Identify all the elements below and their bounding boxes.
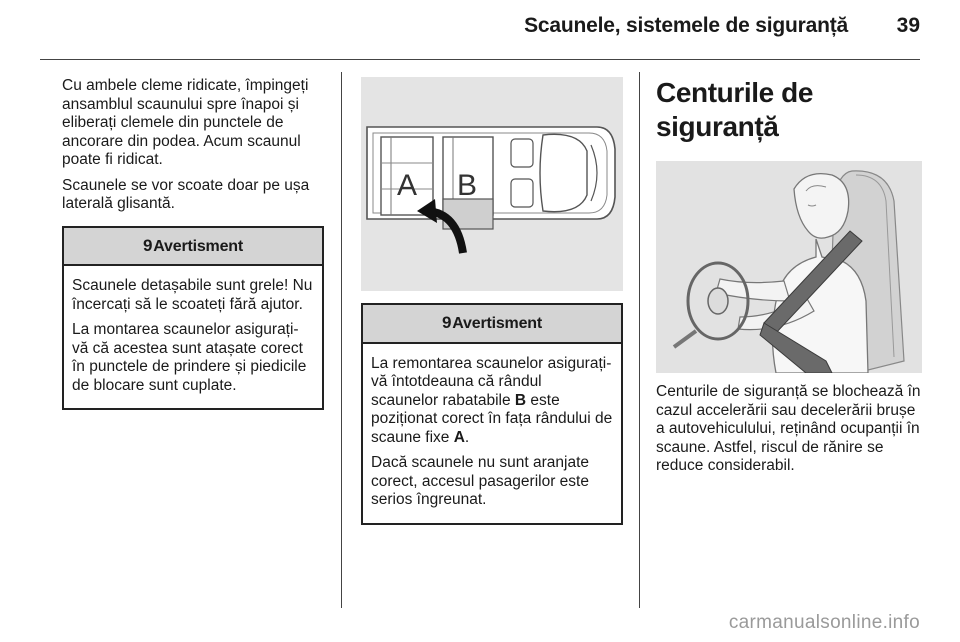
column-2 bbox=[361, 77, 623, 525]
warning-paragraph: Dacă scaunele nu sunt aranjate corect, accesul pasagerilor este serios îngreunat. bbox=[371, 454, 590, 508]
column-1 bbox=[62, 77, 324, 410]
header-divider bbox=[40, 59, 920, 60]
warning-paragraph: Scaunele detașabile sunt grele! Nu încercați să le scoateți fără ajutor. bbox=[72, 277, 313, 313]
watermark: carmanualsonline.info bbox=[728, 612, 920, 633]
warning-box bbox=[361, 303, 623, 525]
warning-title: Avertisment bbox=[153, 237, 243, 255]
section-heading: Centurile de siguranță bbox=[656, 77, 814, 142]
header-title: Scaunele, sistemele de siguranță bbox=[524, 14, 848, 37]
warning-body bbox=[363, 344, 621, 523]
warning-triangle-icon: 9 bbox=[143, 235, 153, 255]
row-b-ref: B bbox=[514, 391, 527, 409]
seat-row-b-label: B bbox=[457, 169, 478, 202]
warning-triangle-icon: 9 bbox=[442, 313, 452, 332]
column-divider-2 bbox=[639, 72, 640, 608]
seatbelt-illustration bbox=[656, 161, 922, 373]
page-number: 39 bbox=[896, 14, 920, 37]
warning-paragraph: La remontarea scaunelor asigurați-vă întotdeauna că rândul scaunelor rabatabile B este poziționat corect în fața rândului de scaune fixe A. bbox=[371, 354, 613, 446]
warning-header bbox=[363, 305, 621, 344]
paragraph: Scaunele se vor scoate doar pe ușa laterală glisantă. bbox=[62, 176, 310, 212]
paragraph: Centurile de siguranță se blochează în cazul accelerării sau decelerării brușe a autovehiculului, reținând ocupanții în scaune. Astfel, riscul de rănire se reduce considerabil. bbox=[656, 383, 921, 474]
warning-body bbox=[64, 266, 322, 408]
seat-layout-diagram bbox=[361, 77, 623, 291]
column-divider-1 bbox=[341, 72, 342, 608]
warning-title: Avertisment bbox=[452, 315, 542, 332]
warning-paragraph: La montarea scaunelor asigurați-vă că acestea sunt atașate corect în punctele de prindere și piedicile de blocare sunt cuplate. bbox=[72, 321, 307, 394]
column-3 bbox=[656, 74, 922, 483]
warning-header bbox=[64, 228, 322, 267]
seat-row-a-label: A bbox=[397, 169, 418, 202]
warning-box bbox=[62, 226, 324, 411]
paragraph: Cu ambele cleme ridicate, împingeți ansamblul scaunului spre înapoi și eliberați clemele din punctele de ancorare din podea. Acum scaunul poate fi ridicat. bbox=[62, 77, 309, 168]
row-a-ref: A bbox=[453, 428, 465, 446]
